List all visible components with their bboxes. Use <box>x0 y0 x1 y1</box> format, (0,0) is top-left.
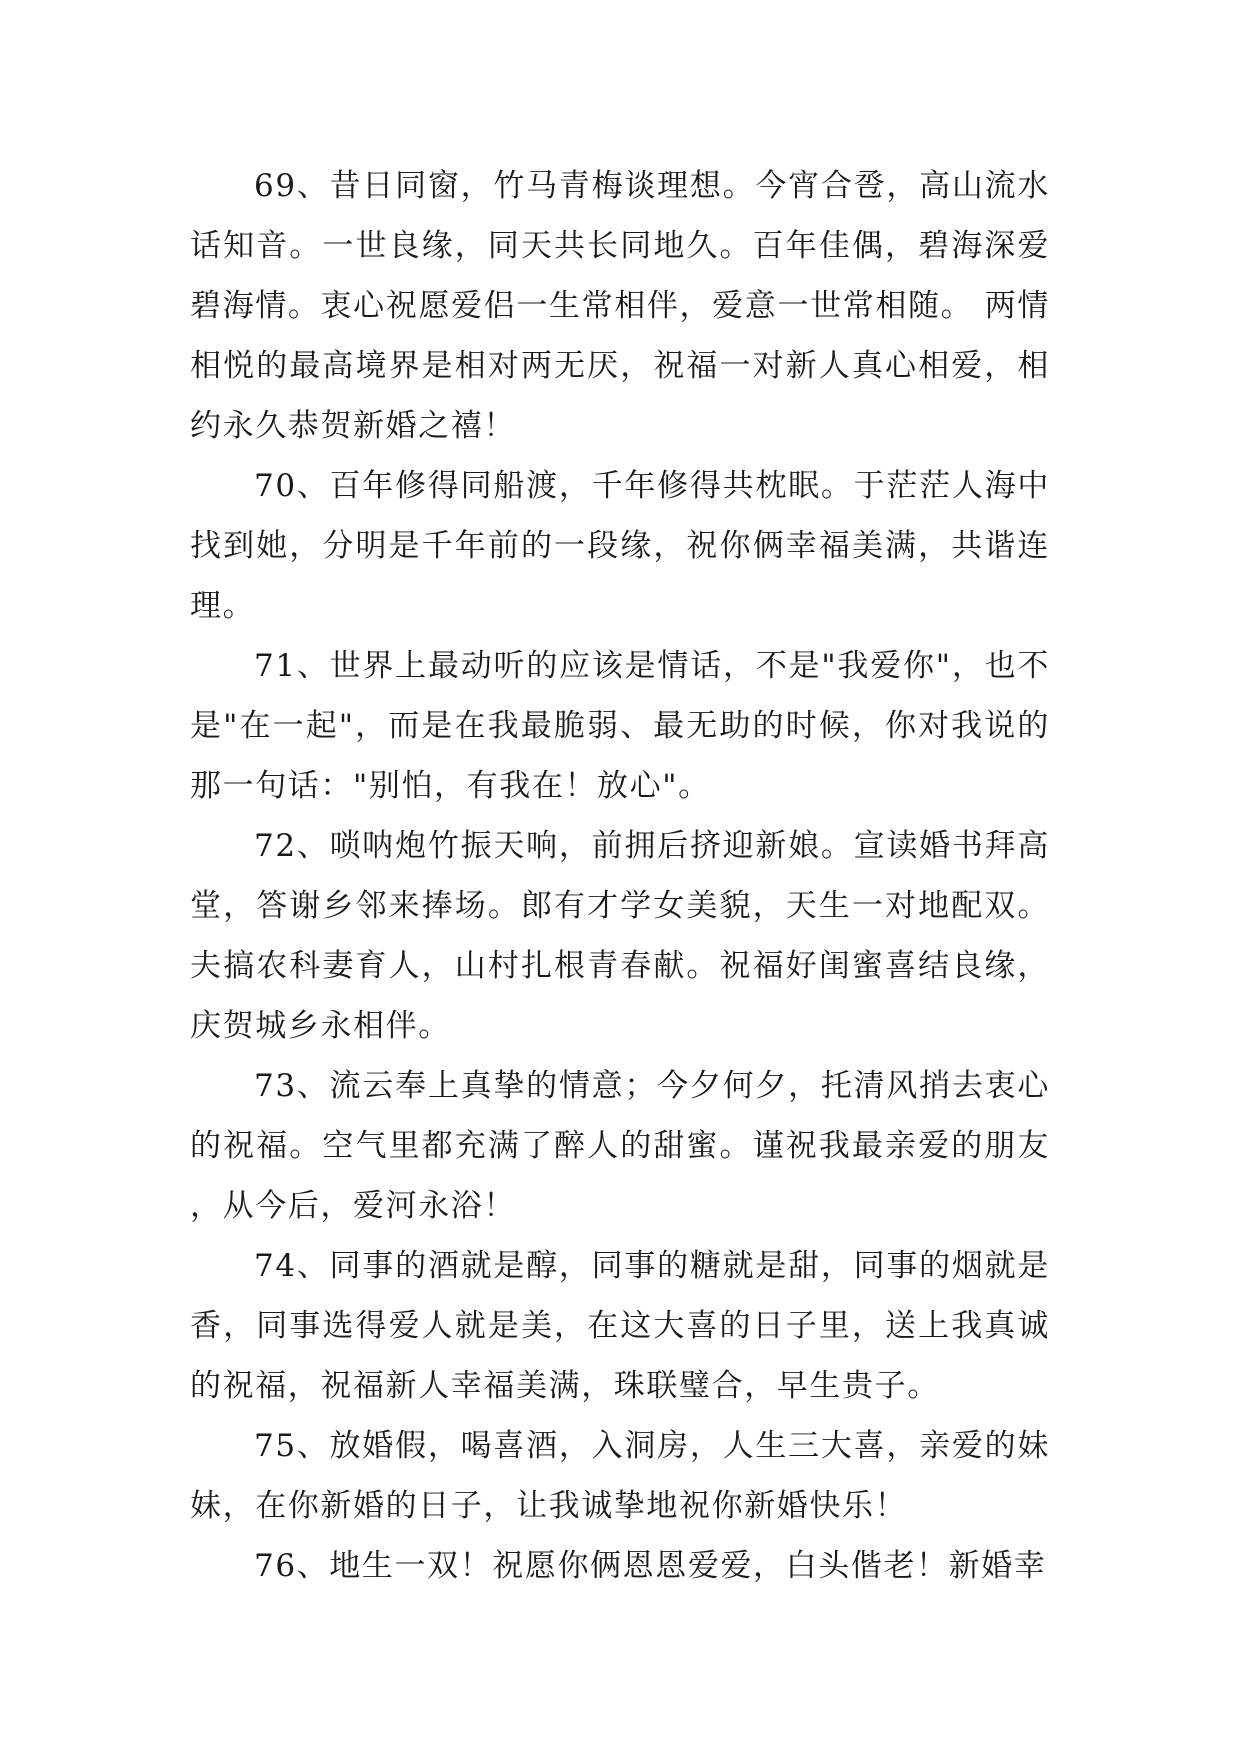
paragraph-72: 72、唢呐炮竹振天响，前拥后挤迎新娘。宣读婚书拜高堂，答谢乡邻来捧场。郎有才学女美貌，天生一对地配双。夫搞农科妻育人，山村扎根青春献。祝福好闺蜜喜结良缘，庆贺城乡永相伴。 <box>190 828 1050 1044</box>
paragraph-70: 70、百年修得同船渡，千年修得共枕眠。于茫茫人海中找到她，分明是千年前的一段缘，祝你俩幸福美满，共谐连理。 <box>190 468 1050 624</box>
paragraph-76: 76、地生一双！祝愿你俩恩恩爱爱，白头偕老！新婚幸 <box>254 1548 1047 1584</box>
paragraph-73: 73、流云奉上真挚的情意；今夕何夕，托清风捎去衷心的祝福。空气里都充满了醉人的甜蜜。谨祝我最亲爱的朋友，从今后，爱河永浴！ <box>190 1068 1050 1224</box>
paragraph-71: 71、世界上最动听的应该是情话，不是"我爱你"，也不是"在一起"，而是在我最脆弱、最无助的时候，你对我说的那一句话："别怕，有我在！放心"。 <box>190 648 1050 804</box>
paragraph-69: 69、昔日同窗，竹马青梅谈理想。今宵合卺，高山流水话知音。一世良缘，同天共长同地久。百年佳偶，碧海深爱碧海情。衷心祝愿爱侣一生常相伴，爱意一世常相随。 两情相悦的最高境界是相对两无厌，祝福一对新人真心相爱，相约永久恭贺新婚之禧！ <box>190 168 1050 444</box>
paragraph-75: 75、放婚假，喝喜酒，入洞房，人生三大喜，亲爱的妹妹，在你新婚的日子，让我诚挚地祝你新婚快乐！ <box>190 1428 1050 1524</box>
document-body <box>190 156 1050 1596</box>
paragraph-74: 74、同事的酒就是醇，同事的糖就是甜，同事的烟就是香，同事选得爱人就是美，在这大喜的日子里，送上我真诚的祝福，祝福新人幸福美满，珠联璧合，早生贵子。 <box>190 1248 1050 1404</box>
